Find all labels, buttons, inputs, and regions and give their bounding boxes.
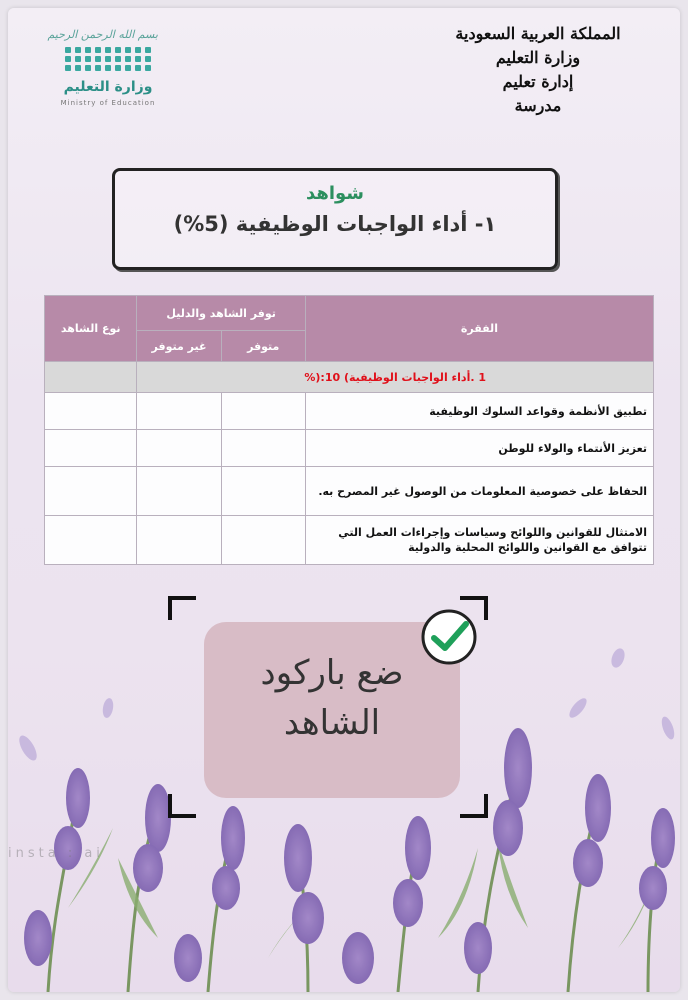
section-empty-cell	[45, 362, 137, 393]
evidence-table	[44, 295, 654, 565]
available-cell[interactable]	[221, 516, 305, 565]
available-cell[interactable]	[221, 467, 305, 516]
table-row	[45, 516, 654, 565]
header-line-kingdom: المملكة العربية السعودية	[455, 24, 621, 43]
available-cell[interactable]	[221, 430, 305, 467]
row-text: تعزيز الأنتماء والولاء للوطن	[305, 430, 653, 467]
table-row	[45, 467, 654, 516]
not-available-cell[interactable]	[137, 430, 221, 467]
evidence-type-cell[interactable]	[45, 430, 137, 467]
barcode-line1: ضع باركود	[260, 653, 404, 693]
available-cell[interactable]	[221, 393, 305, 430]
basmala-text: بسم الله الرحمن الرحيم	[47, 28, 158, 41]
page	[8, 8, 680, 992]
header-available: متوفر	[221, 331, 305, 362]
logo-name-ar: وزارة التعليم	[63, 79, 153, 95]
evidence-type-cell[interactable]	[45, 516, 137, 565]
table-row	[45, 430, 654, 467]
logo-dots-icon	[58, 47, 158, 71]
evidence-type-cell[interactable]	[45, 393, 137, 430]
title-box	[112, 168, 558, 270]
header-evidence-type: نوع الشاهد	[45, 296, 137, 362]
barcode-line2: الشاهد	[283, 703, 381, 743]
row-text: الامتثال للقوانين واللوائح وسياسات وإجراءات العمل التي تتوافق مع القوانين واللوائح المحلية والدولية	[305, 516, 653, 565]
evidence-type-cell[interactable]	[45, 467, 137, 516]
header-item: الفقرة	[305, 296, 653, 362]
school-header	[418, 22, 658, 118]
section-label: 1 .أداء الواجبات الوظيفية) 10:(%	[137, 362, 654, 393]
check-circle-icon	[418, 606, 480, 668]
row-text: الحفاظ على خصوصية المعلومات من الوصول غير المصرح به.	[305, 467, 653, 516]
not-available-cell[interactable]	[137, 467, 221, 516]
title-subtitle: ١- أداء الواجبات الوظيفية (5%)	[173, 212, 497, 236]
table-row	[45, 393, 654, 430]
title-heading: شواهد	[305, 183, 365, 204]
watermark: insta : ai	[8, 846, 104, 861]
header-availability: توفر الشاهد والدليل	[137, 296, 305, 331]
header-line-ministry: وزارة التعليم	[495, 48, 581, 67]
header-line-administration: إدارة تعليم	[502, 72, 574, 91]
not-available-cell[interactable]	[137, 516, 221, 565]
logo-name-en: Ministry of Education	[60, 99, 156, 107]
row-text: تطبيق الأنظمة وقواعد السلوك الوظيفية	[305, 393, 653, 430]
header-line-school: مدرسة	[514, 96, 562, 115]
section-row	[45, 362, 654, 393]
not-available-cell[interactable]	[137, 393, 221, 430]
ministry-logo	[47, 28, 158, 132]
header-not-available: غير متوفر	[137, 331, 221, 362]
